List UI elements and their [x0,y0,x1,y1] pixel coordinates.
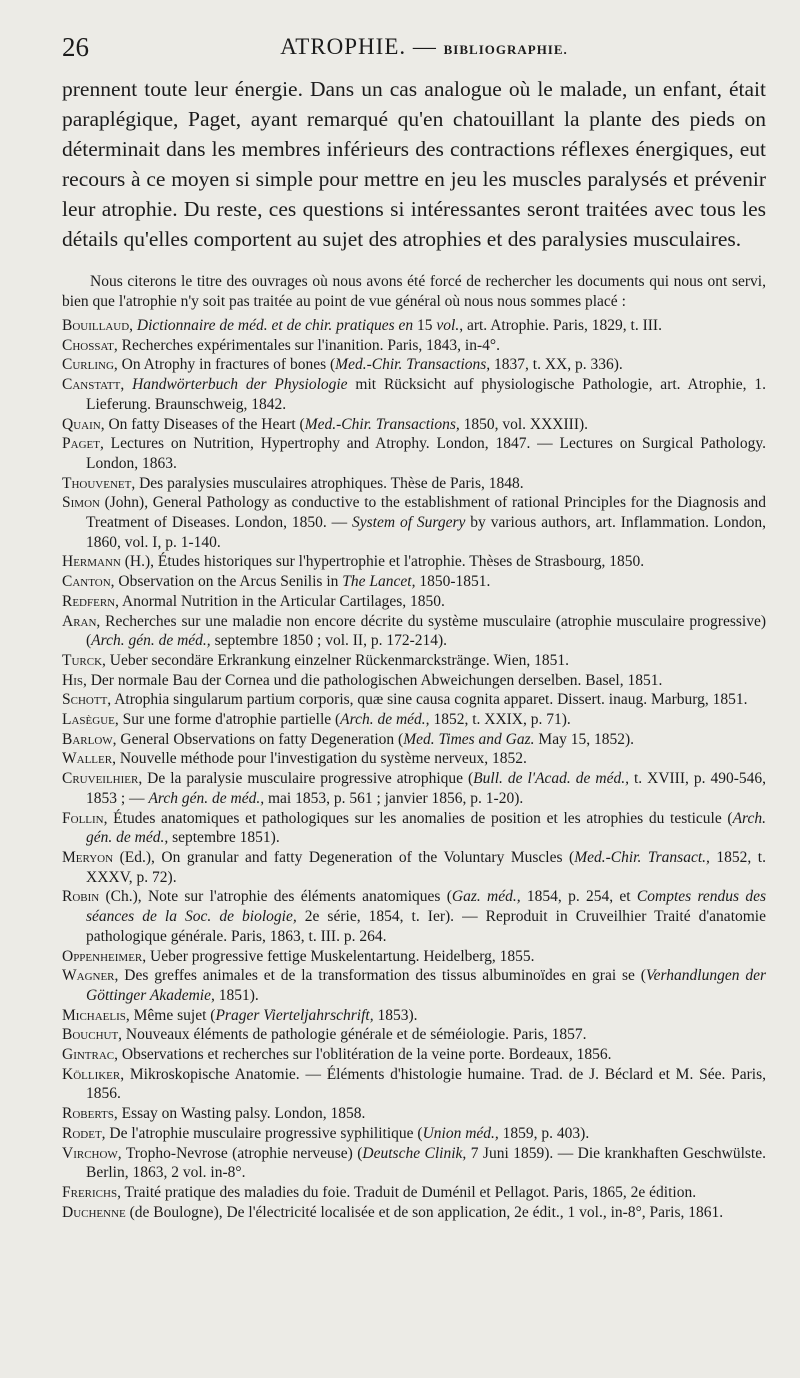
reference-author: Michaelis, [62,1006,130,1024]
bibliography-entry: Oppenheimer, Ueber progressive fettige Muskelentartung. Heidelberg, 1855. [62,947,535,965]
running-head-subtitle: BIBLIOGRAPHIE. [443,42,568,57]
bibliography-entry: Michaelis, Même sujet (Prager Vierteljahrschrift, 1853). [62,1006,418,1024]
page-number: 26 [62,32,89,62]
bibliography-entry: Simon (John), General Pathology as conductive to the establishment of rational Principles for the Diagnosis and Treatment of Diseases. London, 1850. — System of Surgery by various authors, art. Inflammation. London, 1860, vol. I, p. 1-140. [62,494,766,551]
reference-author: Thouvenet, [62,474,136,492]
bibliography-entry: Turck, Ueber secondäre Erkrankung einzelner Rückenmarckstränge. Wien, 1851. [62,651,569,669]
bibliography-entry: Redfern, Anormal Nutrition in the Articular Cartilages, 1850. [62,592,445,610]
reference-author: Bouchut, [62,1026,123,1044]
reference-author: Canton, [62,573,115,591]
reference-author: Oppenheimer, [62,947,147,965]
reference-author: Cruveilhier, [62,770,143,788]
bibliography-entry: Barlow, General Observations on fatty Degeneration (Med. Times and Gaz. May 15, 1852). [62,730,634,748]
reference-author: Hermann [62,553,121,571]
bibliography-lead: Nous citerons le titre des ouvrages où nous avons été forcé de rechercher les documents qui nous ont servi, bien que l'atrophie n'y soit pas traitée au point de vue général où nous nous sommes placé : [62,273,766,310]
bibliography-entry: Meryon (Ed.), On granular and fatty Degeneration of the Voluntary Muscles (Med.-Chir. Transact., 1852, t. XXXV, p. 72). [62,848,766,886]
bibliography-entry: Hermann (H.), Études historiques sur l'hypertrophie et l'atrophie. Thèses de Strasbourg, 1850. [62,553,645,571]
reference-author: Follin, [62,809,108,827]
intro-paragraph: prennent toute leur énergie. Dans un cas analogue où le malade, un enfant, était paraplégique, Paget, ayant remarqué qu'en chatouillant la plante des pieds on déterminait dans les membres inférieurs des contractions réflexes énergiques, eut recours à ce moyen si simple pour mettre en jeu les muscles paralysés et prévenir leur atrophie. Du reste, ces questions si intéressantes seront traitées avec tous les détails qu'elles comportent au sujet des atrophies et des paralysies musculaires. [62,77,766,251]
reference-author: Schott, [62,691,112,709]
bibliography-entry: Wagner, Des greffes animales et de la transformation des tissus albuminoïdes en grai se (Verhandlungen der Göttinger Akademie, 1851). [62,967,766,1004]
reference-author: Frerichs, [62,1183,121,1201]
page-header [62,26,766,66]
reference-author: Chossat, [62,336,118,354]
bibliography-entry: Follin, Études anatomiques et pathologiques sur les anomalies de position et les atrophies du testicule (Arch. gén. de méd., septembre 1851). [62,809,766,847]
bibliography-entry: Cruveilhier, De la paralysie musculaire progressive atrophique (Bull. de l'Acad. de méd., t. XVIII, p. 490-546, 1853 ; — Arch gén. de méd., mai 1853, p. 561 ; janvier 1856, p. 1-20). [62,770,766,807]
bibliography-entry: Canton, Observation on the Arcus Senilis in The Lancet, 1850-1851. [62,573,491,591]
reference-author: Curling, [62,356,118,374]
bibliography-entry: Rodet, De l'atrophie musculaire progressive syphilitique (Union méd., 1859, p. 403). [62,1124,590,1142]
reference-author: Wagner, [62,967,119,985]
reference-author: Meryon [62,848,114,866]
bibliography-entry: Lasègue, Sur une forme d'atrophie partielle (Arch. de méd., 1852, t. XXIX, p. 71). [62,711,571,729]
reference-author: Kölliker, [62,1065,125,1083]
bibliography-entry: Curling, On Atrophy in fractures of bones (Med.-Chir. Transactions, 1837, t. XX, p. 336). [62,356,623,374]
reference-author: Gintrac, [62,1046,119,1064]
bibliography-entry: Quain, On fatty Diseases of the Heart (Med.-Chir. Transactions, 1850, vol. XXXIII). [62,415,589,433]
reference-author: Rodet, [62,1124,106,1142]
bibliography-entry: Kölliker, Mikroskopische Anatomie. — Éléments d'histologie humaine. Trad. de J. Béclard et M. Sée. Paris, 1856. [62,1065,766,1103]
bibliography-list [62,316,766,1222]
running-head [62,34,766,60]
running-head-dash: — [412,34,437,59]
reference-author: Turck, [62,651,106,669]
running-head-title: ATROPHIE. [280,34,407,59]
bibliography-entry: Schott, Atrophia singularum partium corporis, quæ sine causa cognita apparet. Dissert. inaug. Marburg, 1851. [62,691,748,709]
bibliography-entry: Bouillaud, Dictionnaire de méd. et de chir. pratiques en 15 vol., art. Atrophie. Paris, 1829, t. III. [62,317,662,334]
reference-author: Robin [62,888,100,906]
bibliography-entry: Paget, Lectures on Nutrition, Hypertrophy and Atrophy. London, 1847. — Lectures on Surgical Pathology. London, 1863. [62,435,766,472]
bibliography-entry: His, Der normale Bau der Cornea und die pathologischen Abweichungen derselben. Basel, 1851. [62,671,663,689]
bibliography-entry: Robin (Ch.), Note sur l'atrophie des éléments anatomiques (Gaz. méd., 1854, p. 254, et Comptes rendus des séances de la Soc. de biologie, 2e série, 1854, t. Ier). — Reproduit in Cruveilhier Traité d'anatomie pathologique générale. Paris, 1863, t. III. p. 264. [62,888,767,945]
bibliography-entry: Frerichs, Traité pratique des maladies du foie. Traduit de Duménil et Pellagot. Paris, 1865, 2e édition. [62,1183,697,1201]
bibliography-entry: Duchenne (de Boulogne), De l'électricité localisée et de son application, 2e édit., 1 vol., in-8°, Paris, 1861. [62,1203,724,1221]
reference-author: His, [62,671,87,689]
bibliography-entry: Bouchut, Nouveaux éléments de pathologie générale et de séméiologie. Paris, 1857. [62,1026,587,1044]
reference-author: Barlow, [62,730,117,748]
bibliography-entry: Canstatt, Handwörterbuch der Physiologie mit Rücksicht auf physiologische Pathologie, art. Atrophie, 1. Lieferung. Braunschweig, 1842. [62,376,766,413]
bibliography-entry: Chossat, Recherches expérimentales sur l'inanition. Paris, 1843, in-4°. [62,336,500,354]
reference-author: Aran, [62,612,101,630]
reference-author: Canstatt, [62,376,125,394]
reference-author: Quain, [62,415,105,433]
reference-author: Waller, [62,750,116,768]
bibliography-entry: Roberts, Essay on Wasting palsy. London, 1858. [62,1105,366,1123]
bibliography-entry: Waller, Nouvelle méthode pour l'investigation du système nerveux, 1852. [62,750,527,768]
reference-author: Paget, [62,435,104,453]
reference-author: Redfern, [62,592,119,610]
reference-author: Roberts, [62,1105,118,1123]
reference-author: Bouillaud, [62,317,134,334]
bibliography-entry: Thouvenet, Des paralysies musculaires atrophiques. Thèse de Paris, 1848. [62,474,524,492]
bibliography-entry: Virchow, Tropho-Nevrose (atrophie nerveuse) (Deutsche Clinik, 7 Juni 1859). — Die krankhaften Geschwülste. Berlin, 1863, 2 vol. in-8°. [62,1144,766,1182]
reference-author: Virchow, [62,1144,122,1162]
bibliography-entry: Gintrac, Observations et recherches sur l'oblitération de la veine porte. Bordeaux, 1856. [62,1046,612,1064]
reference-author: Lasègue, [62,711,119,729]
bibliography-entry: Aran, Recherches sur une maladie non encore décrite du système musculaire (atrophie musculaire progressive) (Arch. gén. de méd., septembre 1850 ; vol. II, p. 172-214). [62,612,766,650]
reference-author: Duchenne [62,1203,126,1221]
reference-author: Simon [62,494,100,512]
